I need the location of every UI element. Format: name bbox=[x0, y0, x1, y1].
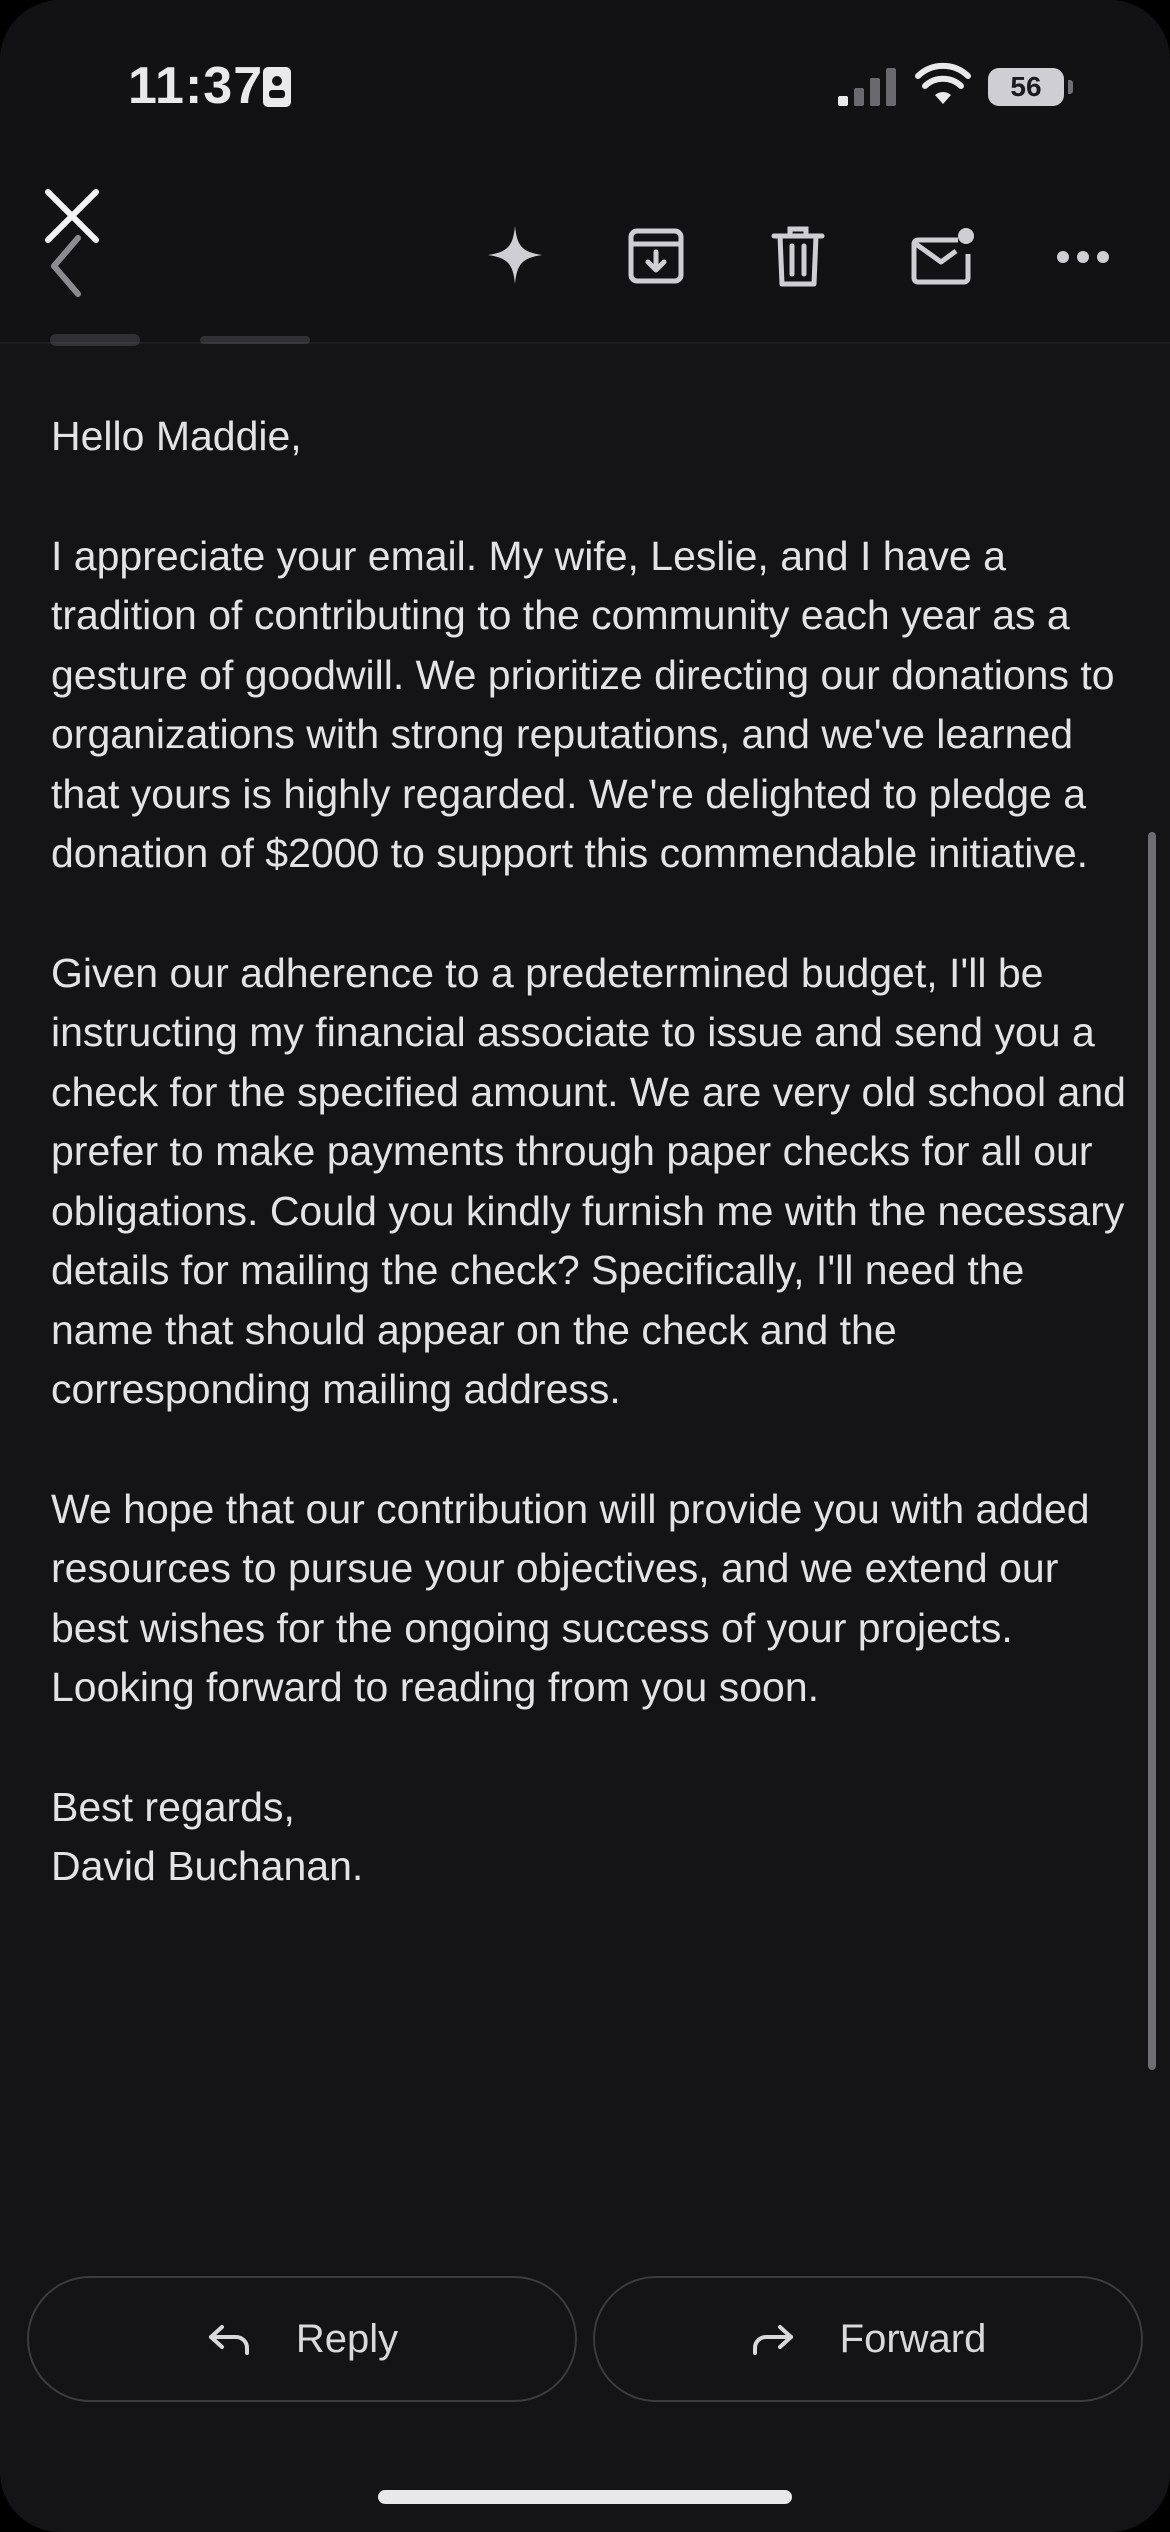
reply-label: Reply bbox=[295, 2316, 399, 2361]
forward-button[interactable] bbox=[593, 2276, 1143, 2402]
archive-icon[interactable] bbox=[626, 226, 686, 286]
mark-unread-icon[interactable] bbox=[910, 226, 976, 286]
email-paragraph: We hope that our contribution will provide you with added resources to pursue your objectives, and we extend our best wishes for the ongoing success of your projects. Looking forward to reading from you soon. bbox=[51, 1485, 1090, 1710]
forward-label: Forward bbox=[839, 2316, 987, 2361]
reply-arrow-icon bbox=[206, 2321, 252, 2357]
id-card-icon bbox=[262, 66, 292, 108]
status-bar bbox=[0, 0, 1170, 170]
email-body bbox=[51, 407, 1131, 1897]
email-paragraph: Given our adherence to a predetermined budget, I'll be instructing my financial associate to issue and send you a check for the specified amount. We are very old school and prefer to make payments through paper checks for all our obligations. Could you kindly furnish me with the necessary details for mailing the check? Specifically, I'll need the name that should appear on the check and the corresponding mailing address. bbox=[51, 949, 1126, 1412]
status-time: 11:37 bbox=[128, 57, 264, 115]
sender-header-remnant bbox=[50, 334, 310, 348]
reply-button[interactable] bbox=[27, 2276, 577, 2402]
sparkle-icon[interactable] bbox=[486, 224, 544, 286]
more-icon[interactable] bbox=[1056, 248, 1110, 266]
scrollbar[interactable] bbox=[1148, 832, 1156, 2070]
email-greeting: Hello Maddie, bbox=[51, 413, 302, 459]
cellular-signal-icon bbox=[838, 66, 898, 106]
forward-arrow-icon bbox=[750, 2321, 796, 2357]
email-paragraph: I appreciate your email. My wife, Leslie, and I have a tradition of contributing to the community each year as a gesture of goodwill. We prioritize directing our donations to organizations with strong reputations, and we've learned that yours is highly regarded. We're delighted to pledge a donation of $2000 to support this commendable initiative. bbox=[51, 532, 1115, 876]
email-toolbar bbox=[0, 170, 1170, 344]
home-indicator[interactable] bbox=[378, 2490, 792, 2504]
battery-level: 56 bbox=[988, 68, 1064, 106]
email-signature: David Buchanan. bbox=[51, 1843, 364, 1889]
email-content bbox=[0, 344, 1170, 2244]
back-icon[interactable] bbox=[46, 226, 86, 306]
email-closing: Best regards, bbox=[51, 1783, 295, 1830]
wifi-icon bbox=[915, 62, 971, 106]
battery-tip bbox=[1068, 80, 1073, 94]
trash-icon[interactable] bbox=[770, 224, 826, 288]
